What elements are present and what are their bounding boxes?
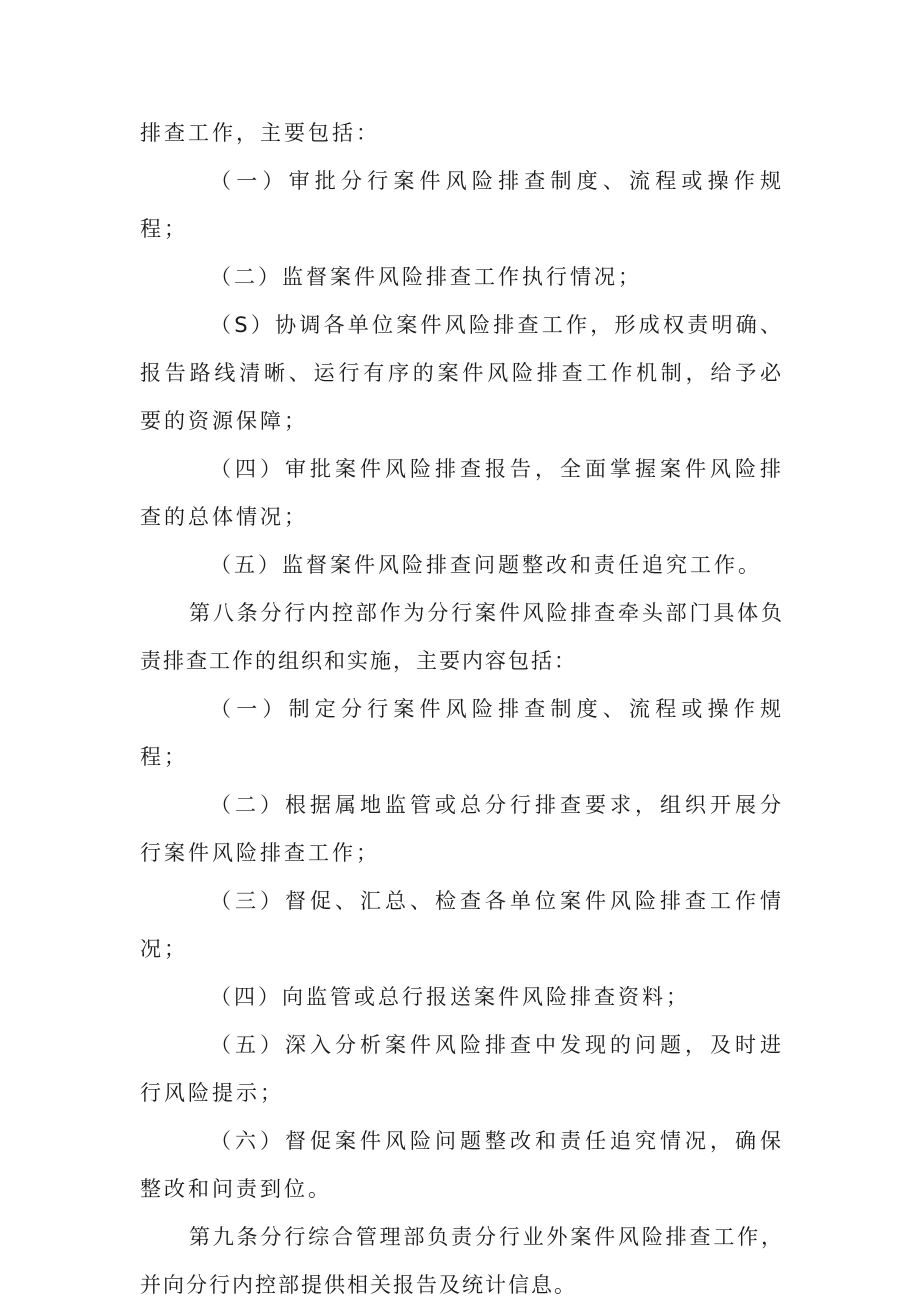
- list-item-supervise-rectification: （五）监督案件风险排查问题整改和责任追究工作。: [210, 553, 762, 577]
- article-eight: 第八条分行内控部作为分行案件风险排查牵头部门具体负责排查工作的组织和实施，主要内容包括：: [140, 601, 784, 673]
- list-item-analyze-problems: （五）深入分析案件风险排查中发现的问题，及时进行风险提示；: [140, 1033, 784, 1105]
- list-item-approve-report: （四）审批案件风险排查报告，全面掌握案件风险排查的总体情况；: [140, 457, 784, 529]
- list-item-formulate-system: （一）制定分行案件风险排查制度、流程或操作规程；: [140, 697, 784, 769]
- list-item-supervise-execution: （二）监督案件风险排查工作执行情况；: [210, 265, 642, 289]
- paragraph-continuation: 排查工作，主要包括：: [140, 121, 380, 145]
- document-body: [140, 109, 784, 1309]
- list-item-submit-materials: （四）向监管或总行报送案件风险排查资料；: [210, 985, 690, 1009]
- list-item-urge-rectification: （六）督促案件风险问题整改和责任追究情况，确保整改和问责到位。: [140, 1129, 784, 1201]
- list-item-organize-investigation: （二）根据属地监管或总分行排查要求，组织开展分行案件风险排查工作；: [140, 793, 784, 865]
- list-item-approve-system: （一）审批分行案件风险排查制度、流程或操作规程；: [140, 169, 784, 241]
- list-item-supervise-summarize: （三）督促、汇总、检查各单位案件风险排查工作情况；: [140, 889, 784, 961]
- list-item-coordinate: （S）协调各单位案件风险排查工作，形成权责明确、报告路线清晰、运行有序的案件风险排查工作机制，给予必要的资源保障；: [140, 313, 784, 433]
- article-nine: 第九条分行综合管理部负责分行业外案件风险排查工作，并向分行内控部提供相关报告及统计信息。: [140, 1225, 784, 1297]
